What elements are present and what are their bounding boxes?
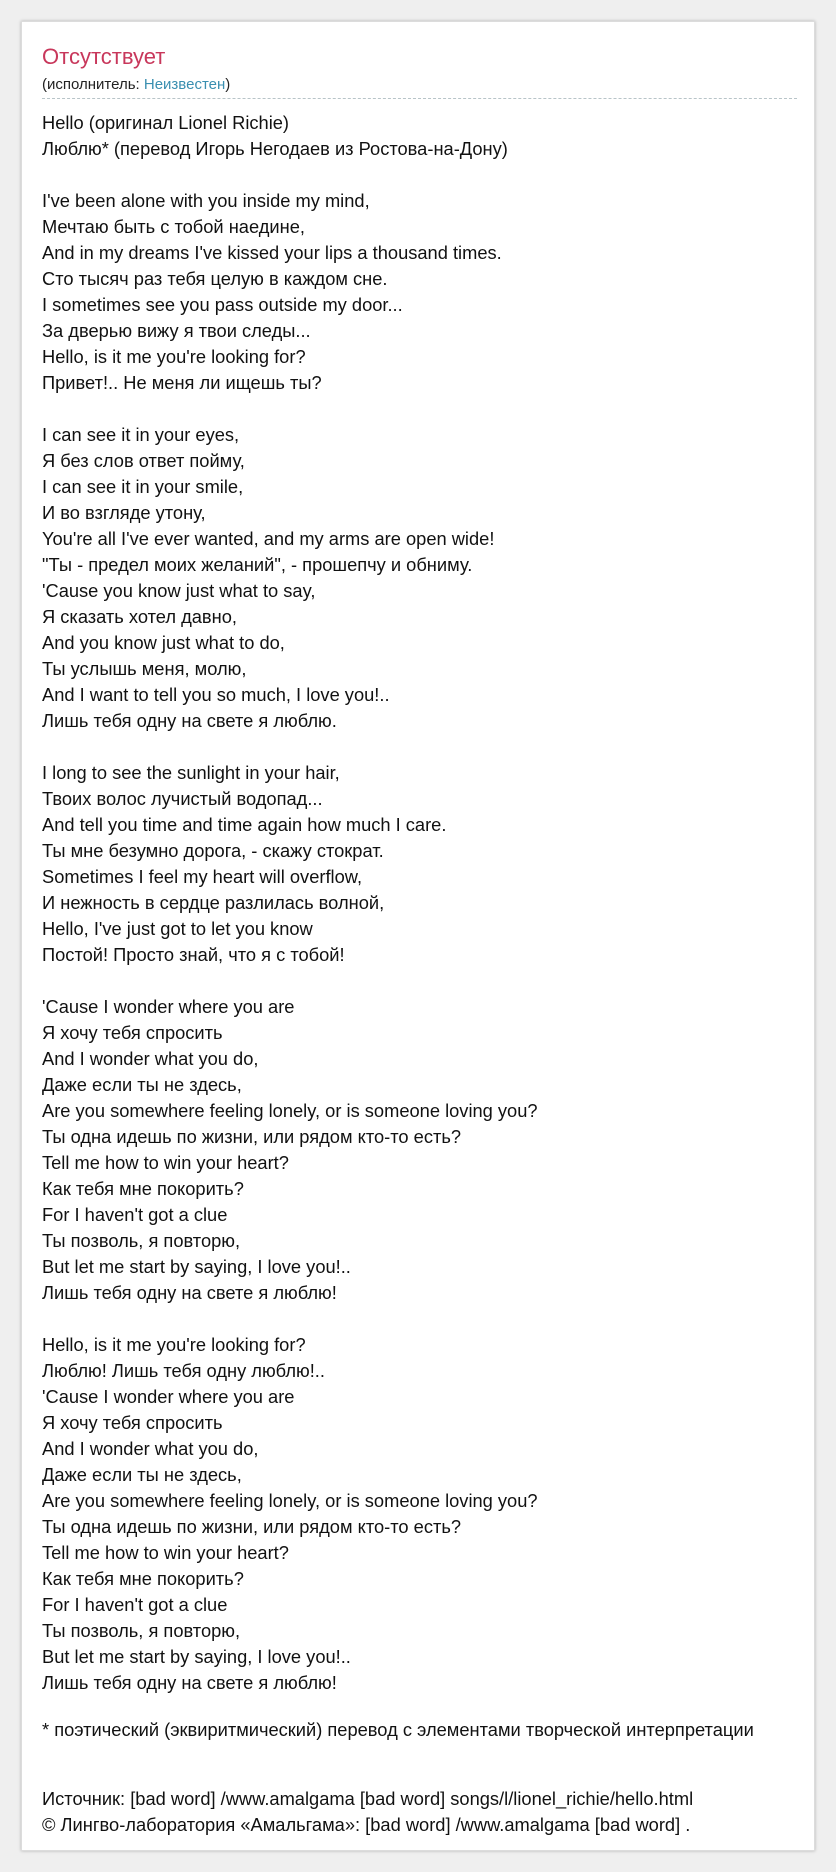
lyric-line: Are you somewhere feeling lonely, or is someone loving you? xyxy=(42,1490,538,1511)
lyric-line: And you know just what to do, xyxy=(42,632,285,653)
artist-link[interactable]: Неизвестен xyxy=(143,76,226,93)
lyric-line: Лишь тебя одну на свете я люблю. xyxy=(42,710,337,731)
lyric-line: For I haven't got a clue xyxy=(42,1204,228,1225)
lyric-line: I've been alone with you inside my mind, xyxy=(42,190,370,211)
lyric-line: 'Cause I wonder where you are xyxy=(42,1386,295,1407)
lyric-line: Hello, is it me you're looking for? xyxy=(42,1334,306,1355)
lyric-line: Лишь тебя одну на свете я люблю! xyxy=(42,1282,337,1303)
source-block xyxy=(42,1786,814,1838)
lyric-line: "Ты - предел моих желаний", - прошепчу и обниму. xyxy=(42,554,473,575)
lyric-line: Постой! Просто знай, что я с тобой! xyxy=(42,944,345,965)
lyric-line: Как тебя мне покорить? xyxy=(42,1568,244,1589)
lyric-line: Hello, is it me you're looking for? xyxy=(42,346,306,367)
lyric-line: 'Cause I wonder where you are xyxy=(42,996,295,1017)
lyric-line: Твоих волос лучистый водопад... xyxy=(42,788,323,809)
lyric-line: Привет!.. Не меня ли ищешь ты? xyxy=(42,372,322,393)
lyric-line: Я хочу тебя спросить xyxy=(42,1022,223,1043)
lyric-line: Даже если ты не здесь, xyxy=(42,1074,242,1095)
lyric-line: And I want to tell you so much, I love you!.. xyxy=(42,684,390,705)
lyric-line: And I wonder what you do, xyxy=(42,1438,259,1459)
stanza-gap xyxy=(42,162,812,188)
lyric-line: И нежность в сердце разлилась волной, xyxy=(42,892,385,913)
song-title: Отсутствует xyxy=(42,44,166,69)
original-title-line: Hello (оригинал Lionel Richie) xyxy=(42,112,290,133)
stanza-gap xyxy=(42,1306,812,1332)
lyric-line: Сто тысяч раз тебя целую в каждом сне. xyxy=(42,268,388,289)
lyric-line: Даже если ты не здесь, xyxy=(42,1464,242,1485)
lyrics-page xyxy=(21,21,815,1851)
lyric-line: Tell me how to win your heart? xyxy=(42,1542,289,1563)
lyric-line: I can see it in your eyes, xyxy=(42,424,240,445)
stanza-gap xyxy=(42,396,812,422)
lyric-line: But let me start by saying, I love you!.. xyxy=(42,1646,351,1667)
lyric-line: Мечтаю быть с тобой наедине, xyxy=(42,216,305,237)
lyric-line: Ты одна идешь по жизни, или рядом кто-то есть? xyxy=(42,1126,462,1147)
header-divider xyxy=(42,98,797,99)
lyric-line: Люблю! Лишь тебя одну люблю!.. xyxy=(42,1360,325,1381)
lyric-line: Ты позволь, я повторю, xyxy=(42,1230,241,1251)
lyric-line: And in my dreams I've kissed your lips a thousand times. xyxy=(42,242,502,263)
lyric-line: I can see it in your smile, xyxy=(42,476,244,497)
lyric-line: Я сказать хотел давно, xyxy=(42,606,237,627)
lyric-line: Tell me how to win your heart? xyxy=(42,1152,289,1173)
lyric-line: Hello, I've just got to let you know xyxy=(42,918,313,939)
source-line: Источник: [bad word] /www.amalgama [bad word] songs/l/lionel_richie/hello.html xyxy=(42,1788,694,1809)
lyric-line: Лишь тебя одну на свете я люблю! xyxy=(42,1672,337,1693)
lyric-line: Я без слов ответ пойму, xyxy=(42,450,245,471)
stanza-gap xyxy=(42,968,812,994)
footnote: * поэтический (эквиритмический) перевод с элементами творческой интерпретации xyxy=(42,1719,754,1740)
lyrics-body xyxy=(42,110,812,1696)
copyright-line: © Лингво-лаборатория «Амальгама»: [bad word] /www.amalgama [bad word] . xyxy=(42,1814,691,1835)
lyric-line: And I wonder what you do, xyxy=(42,1048,259,1069)
lyric-line: I long to see the sunlight in your hair, xyxy=(42,762,340,783)
artist-prefix: (исполнитель: xyxy=(42,76,144,93)
stanzas xyxy=(42,188,812,1696)
lyric-line: 'Cause you know just what to say, xyxy=(42,580,316,601)
lyric-line: Ты мне безумно дорога, - скажу стократ. xyxy=(42,840,384,861)
lyric-line: Ты позволь, я повторю, xyxy=(42,1620,241,1641)
lyric-line: For I haven't got a clue xyxy=(42,1594,228,1615)
artist-suffix: ) xyxy=(225,76,231,93)
lyric-line: Я хочу тебя спросить xyxy=(42,1412,223,1433)
lyric-line: За дверью вижу я твои следы... xyxy=(42,320,311,341)
lyric-line: И во взгляде утону, xyxy=(42,502,206,523)
lyric-line: I sometimes see you pass outside my door... xyxy=(42,294,403,315)
lyric-line: Как тебя мне покорить? xyxy=(42,1178,244,1199)
artist-line xyxy=(42,75,230,95)
lyric-line: Ты услышь меня, молю, xyxy=(42,658,247,679)
lyric-line: Are you somewhere feeling lonely, or is someone loving you? xyxy=(42,1100,538,1121)
lyric-line: Sometimes I feel my heart will overflow, xyxy=(42,866,363,887)
lyric-line: Ты одна идешь по жизни, или рядом кто-то есть? xyxy=(42,1516,462,1537)
translation-title-line: Люблю* (перевод Игорь Негодаев из Ростова-на-Дону) xyxy=(42,138,508,159)
lyric-line: But let me start by saying, I love you!.. xyxy=(42,1256,351,1277)
lyric-line: You're all I've ever wanted, and my arms are open wide! xyxy=(42,528,495,549)
lyric-line: And tell you time and time again how much I care. xyxy=(42,814,447,835)
stanza-gap xyxy=(42,734,812,760)
